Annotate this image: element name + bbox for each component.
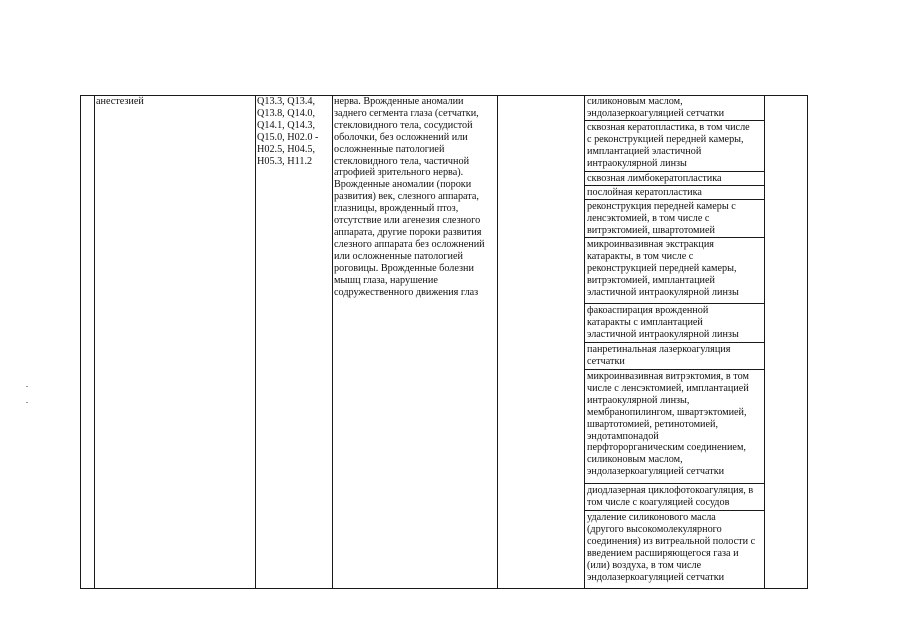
method-item: удаление силиконового масла (другого высокомолекулярного соединения) из витреальной полости с введением расширяющегося газа и (или) воздуха, в том числе эндолазеркоагуляцией сетчатки bbox=[587, 512, 756, 583]
column-border bbox=[94, 95, 95, 589]
method-item: послойная кератопластика bbox=[587, 187, 702, 198]
column-border bbox=[807, 95, 808, 589]
method-separator bbox=[584, 237, 764, 238]
method-separator bbox=[584, 120, 764, 121]
method-item: факоаспирация врожденной катаракты с имплантацией эластичной интраокулярной линзы bbox=[587, 305, 739, 340]
diagnosis-cell: нерва. Врожденные аномалии заднего сегмента глаза (сетчатки, стекловидного тела, сосудистой оболочки, без осложнений или осложненные патологией стекловидного тела, частичной атрофией зрительного нерва). Врожденные аномалии (пороки развития) век, слезного аппарата, глазницы, врожденный птоз, отсутствие или агенезия слезного аппарата, другие пороки развития слезного аппарата без осложнений или осложненные патологией роговицы. Врожденные болезни мышц глаза, нарушение содружественного движения глаз bbox=[334, 96, 485, 298]
method-separator bbox=[584, 342, 764, 343]
method-item: силиконовым маслом, эндолазеркоагуляцией сетчатки bbox=[587, 96, 725, 119]
method-item: диодлазерная циклофотокоагуляция, в том числе с коагуляцией сосудов bbox=[587, 485, 754, 508]
column-border bbox=[332, 95, 333, 589]
method-separator bbox=[584, 171, 764, 172]
method-separator bbox=[584, 369, 764, 370]
icd-codes-cell: Q13.3, Q13.4, Q13.8, Q14.0, Q14.1, Q14.3, Q15.0, H02.0 - H02.5, H04.5, H05.3, H11.2 bbox=[257, 96, 319, 167]
table-bottom-border bbox=[80, 588, 808, 589]
column-border bbox=[80, 95, 81, 589]
method-item: панретинальная лазеркоагуляция сетчатки bbox=[587, 344, 731, 367]
column-border bbox=[255, 95, 256, 589]
method-item: микроинвазивная витрэктомия, в том числе с ленсэктомией, имплантацией интраокулярной линзы, мембранопилингом, швартэктомией, швартотомией, ретинотомией, эндотампонадой перфторорганическим соединением, силиконовым маслом, эндолазеркоагуляцией сетчатки bbox=[587, 371, 749, 478]
anesthesia-cell: анестезией bbox=[96, 96, 144, 107]
method-item: реконструкция передней камеры с ленсэктомией, в том числе с витрэктомией, швартотомией bbox=[587, 201, 736, 236]
method-item: микроинвазивная экстракция катаракты, в том числе с реконструкцией передней камеры, витрэктомией, имплантацией эластичной интраокулярной линзы bbox=[587, 239, 739, 298]
scan-artifact bbox=[26, 402, 28, 403]
method-separator bbox=[584, 185, 764, 186]
method-separator bbox=[584, 483, 764, 484]
method-separator bbox=[584, 510, 764, 511]
method-separator bbox=[584, 303, 764, 304]
scan-artifact bbox=[26, 386, 28, 387]
method-separator bbox=[584, 199, 764, 200]
method-item: сквозная лимбокератопластика bbox=[587, 173, 722, 184]
column-border bbox=[497, 95, 498, 589]
method-item: сквозная кератопластика, в том числе с реконструкцией передней камеры, имплантацией эластичной интраокулярной линзы bbox=[587, 122, 750, 169]
column-border bbox=[764, 95, 765, 589]
